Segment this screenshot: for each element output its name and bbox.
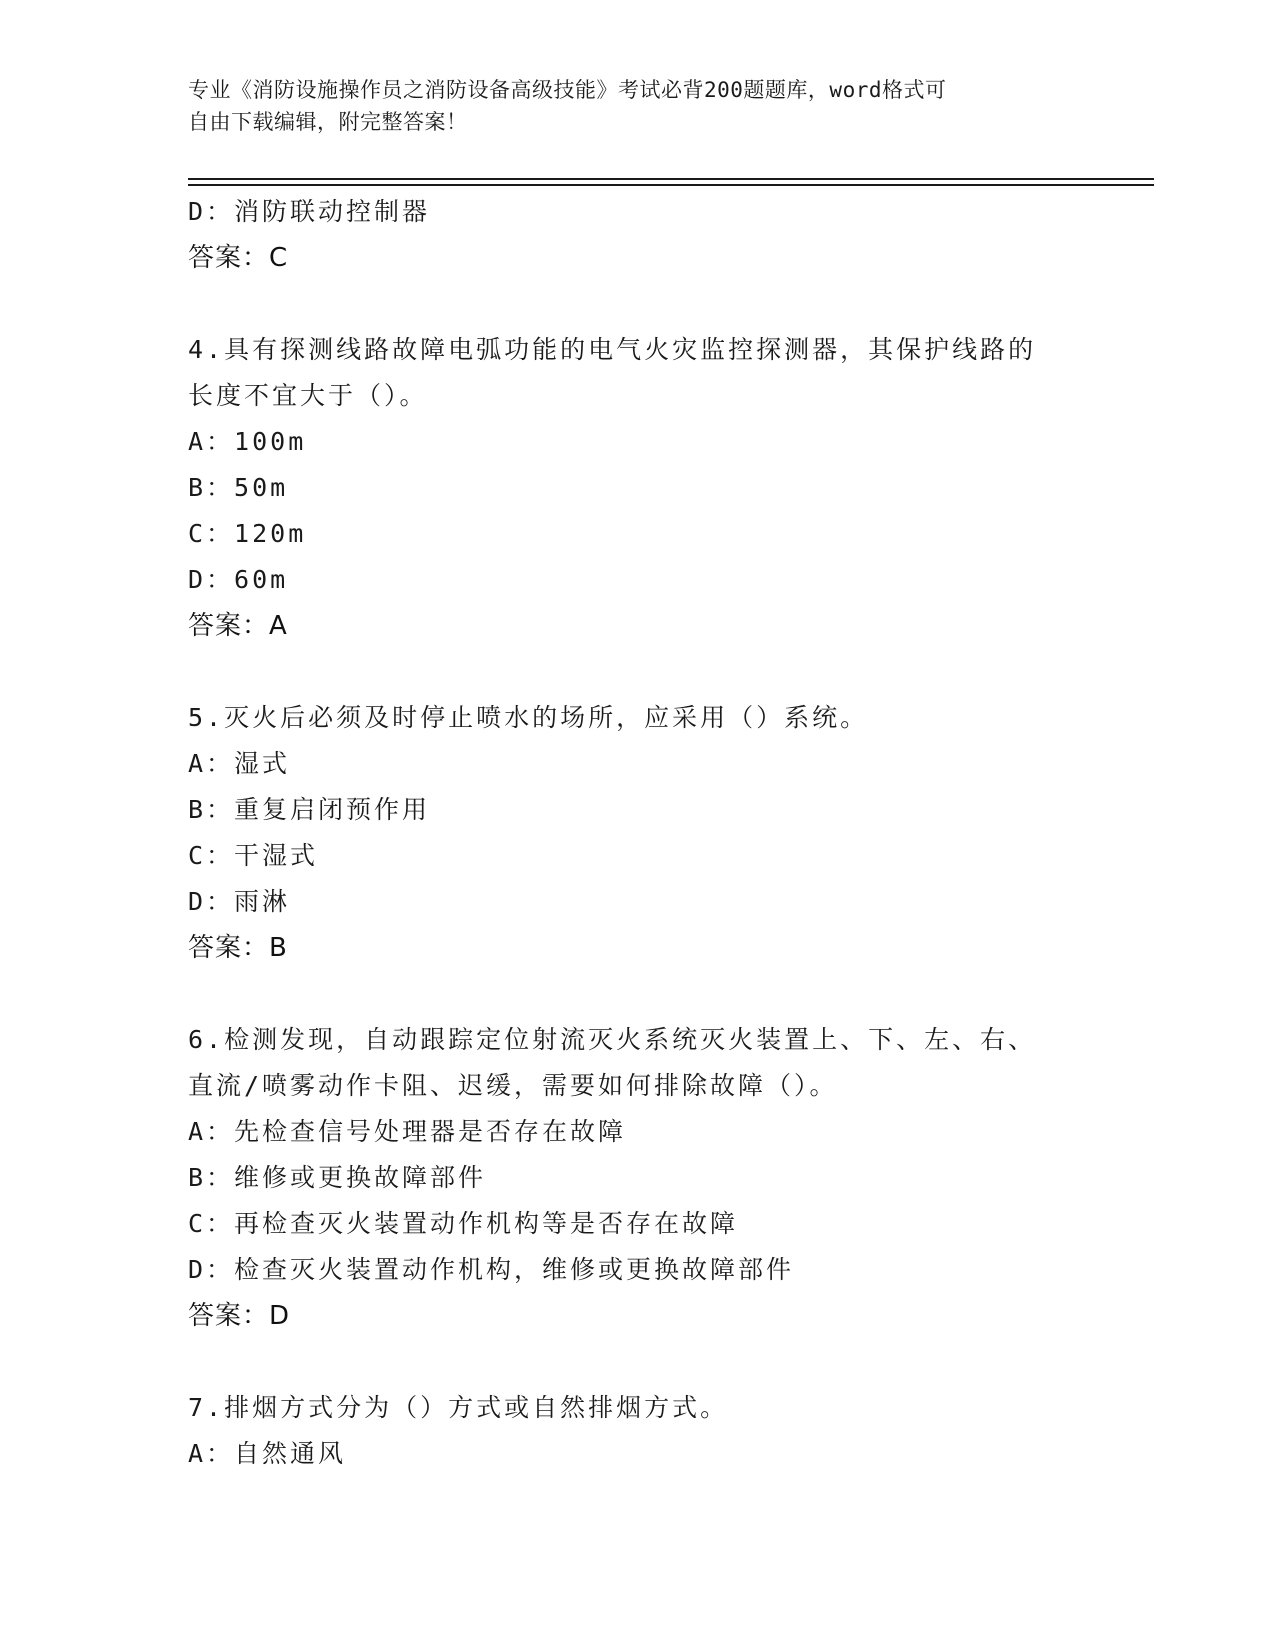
answer-line: 答案：D [188, 1301, 291, 1331]
header-line-2: 自由下载编辑，附完整答案！ [188, 110, 468, 134]
spacer [188, 281, 1088, 327]
question-block-7 [188, 1385, 1088, 1477]
option-b: B：维修或更换故障部件 [188, 1163, 487, 1192]
option-b: B：50m [188, 473, 289, 502]
option-d: D：消防联动控制器 [188, 197, 431, 226]
option-a: A：先检查信号处理器是否存在故障 [188, 1117, 627, 1146]
option-d: D：检查灭火装置动作机构，维修或更换故障部件 [188, 1255, 795, 1284]
answer-line: 答案：A [188, 611, 288, 641]
question-list [188, 189, 1088, 1477]
option-a: A：湿式 [188, 749, 291, 778]
option-a: A：自然通风 [188, 1439, 347, 1468]
spacer [188, 971, 1088, 1017]
option-c: C：120m [188, 519, 307, 548]
question-stem-line: 7.排烟方式分为（）方式或自然排烟方式。 [188, 1393, 729, 1422]
spacer [188, 649, 1088, 695]
option-c: C：再检查灭火装置动作机构等是否存在故障 [188, 1209, 739, 1238]
answer-line: 答案：C [188, 243, 289, 273]
question-stem-line: 5.灭火后必须及时停止喷水的场所，应采用（）系统。 [188, 703, 869, 732]
question-block-3 [188, 189, 1088, 281]
question-stem-line: 6.检测发现，自动跟踪定位射流灭火系统灭火装置上、下、左、右、 [188, 1025, 1037, 1054]
question-stem-line: 4.具有探测线路故障电弧功能的电气火灾监控探测器，其保护线路的 [188, 335, 1037, 364]
header-line-1: 专业《消防设施操作员之消防设备高级技能》考试必背200题题库，word格式可 [188, 78, 947, 102]
header-divider-top [188, 178, 1154, 180]
spacer [188, 1339, 1088, 1385]
question-block-4 [188, 327, 1088, 649]
option-b: B：重复启闭预作用 [188, 795, 431, 824]
answer-line: 答案：B [188, 933, 288, 963]
document-header [188, 74, 1088, 138]
question-block-6 [188, 1017, 1088, 1339]
question-block-5 [188, 695, 1088, 971]
option-a: A：100m [188, 427, 307, 456]
header-divider-bottom [188, 184, 1154, 186]
option-c: C：干湿式 [188, 841, 319, 870]
question-stem-line: 直流/喷雾动作卡阻、迟缓，需要如何排除故障（）。 [188, 1071, 838, 1100]
option-d: D：60m [188, 565, 289, 594]
question-stem-line: 长度不宜大于（）。 [188, 381, 428, 410]
option-d: D：雨淋 [188, 887, 291, 916]
